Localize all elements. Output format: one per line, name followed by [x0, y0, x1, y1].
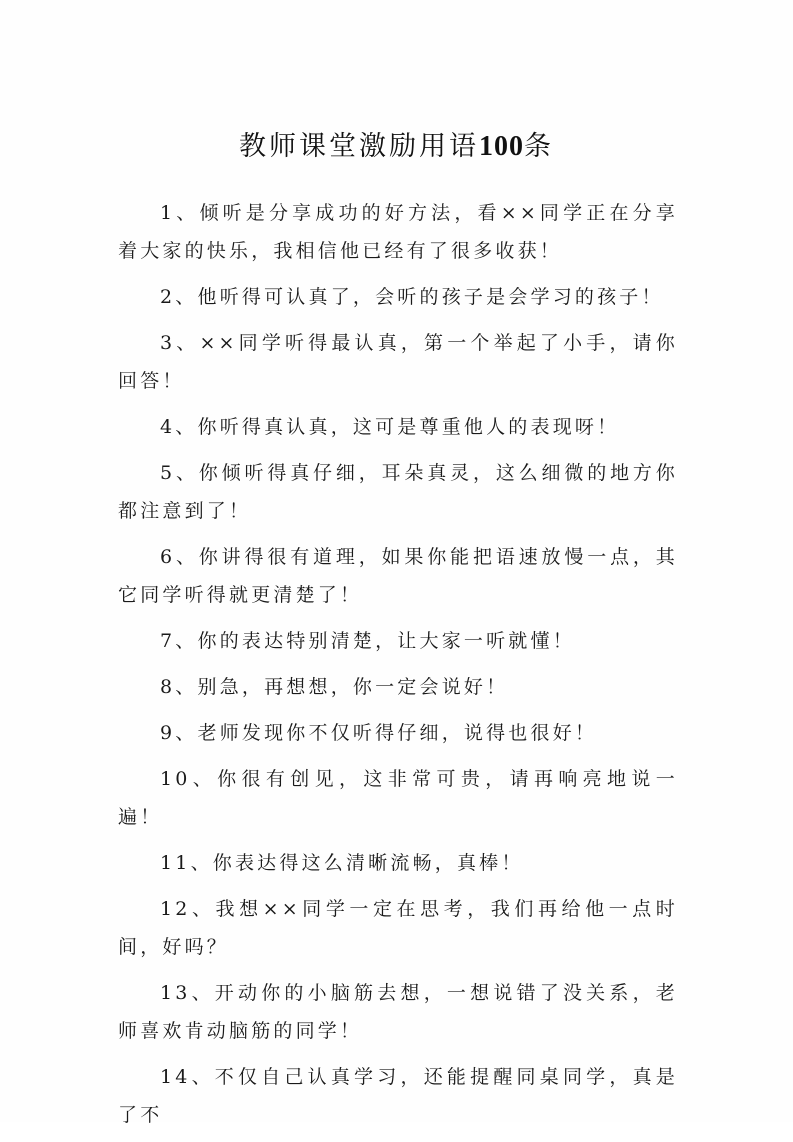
- list-item: 12、我想××同学一定在思考，我们再给他一点时间，好吗？: [118, 898, 678, 958]
- title-prefix: 教师课堂激励用语: [239, 131, 479, 162]
- list-item: 4、你听得真认真，这可是尊重他人的表现呀！: [160, 416, 620, 438]
- list-item: 11、你表达得这么清晰流畅，真棒！: [160, 852, 524, 874]
- list-item: 3、××同学听得最认真，第一个举起了小手，请你回答！: [118, 332, 678, 392]
- list-item: 10、你很有创见，这非常可贵，请再响亮地说一遍！: [118, 768, 678, 828]
- page-title: [0, 124, 793, 163]
- list-item: 9、老师发现你不仅听得仔细，说得也很好！: [160, 722, 598, 744]
- list-item: 1、倾听是分享成功的好方法，看××同学正在分享着大家的快乐，我相信他已经有了很多收获！: [118, 202, 678, 262]
- list-item: 13、开动你的小脑筋去想，一想说错了没关系，老师喜欢肯动脑筋的同学！: [118, 982, 678, 1042]
- list-item: 14、不仅自己认真学习，还能提醒同桌同学，真是了不: [118, 1066, 678, 1126]
- title-suffix: 条: [524, 131, 554, 162]
- document-body: [118, 194, 678, 1142]
- list-item: 6、你讲得很有道理，如果你能把语速放慢一点，其它同学听得就更清楚了！: [118, 546, 678, 606]
- list-item: 8、别急，再想想，你一定会说好！: [160, 676, 509, 698]
- title-number: 100: [479, 131, 524, 162]
- list-item: 2、他听得可认真了，会听的孩子是会学习的孩子！: [160, 286, 664, 308]
- list-item: 5、你倾听得真仔细，耳朵真灵，这么细微的地方你都注意到了！: [118, 462, 678, 522]
- list-item: 7、你的表达特别清楚，让大家一听就懂！: [160, 630, 575, 652]
